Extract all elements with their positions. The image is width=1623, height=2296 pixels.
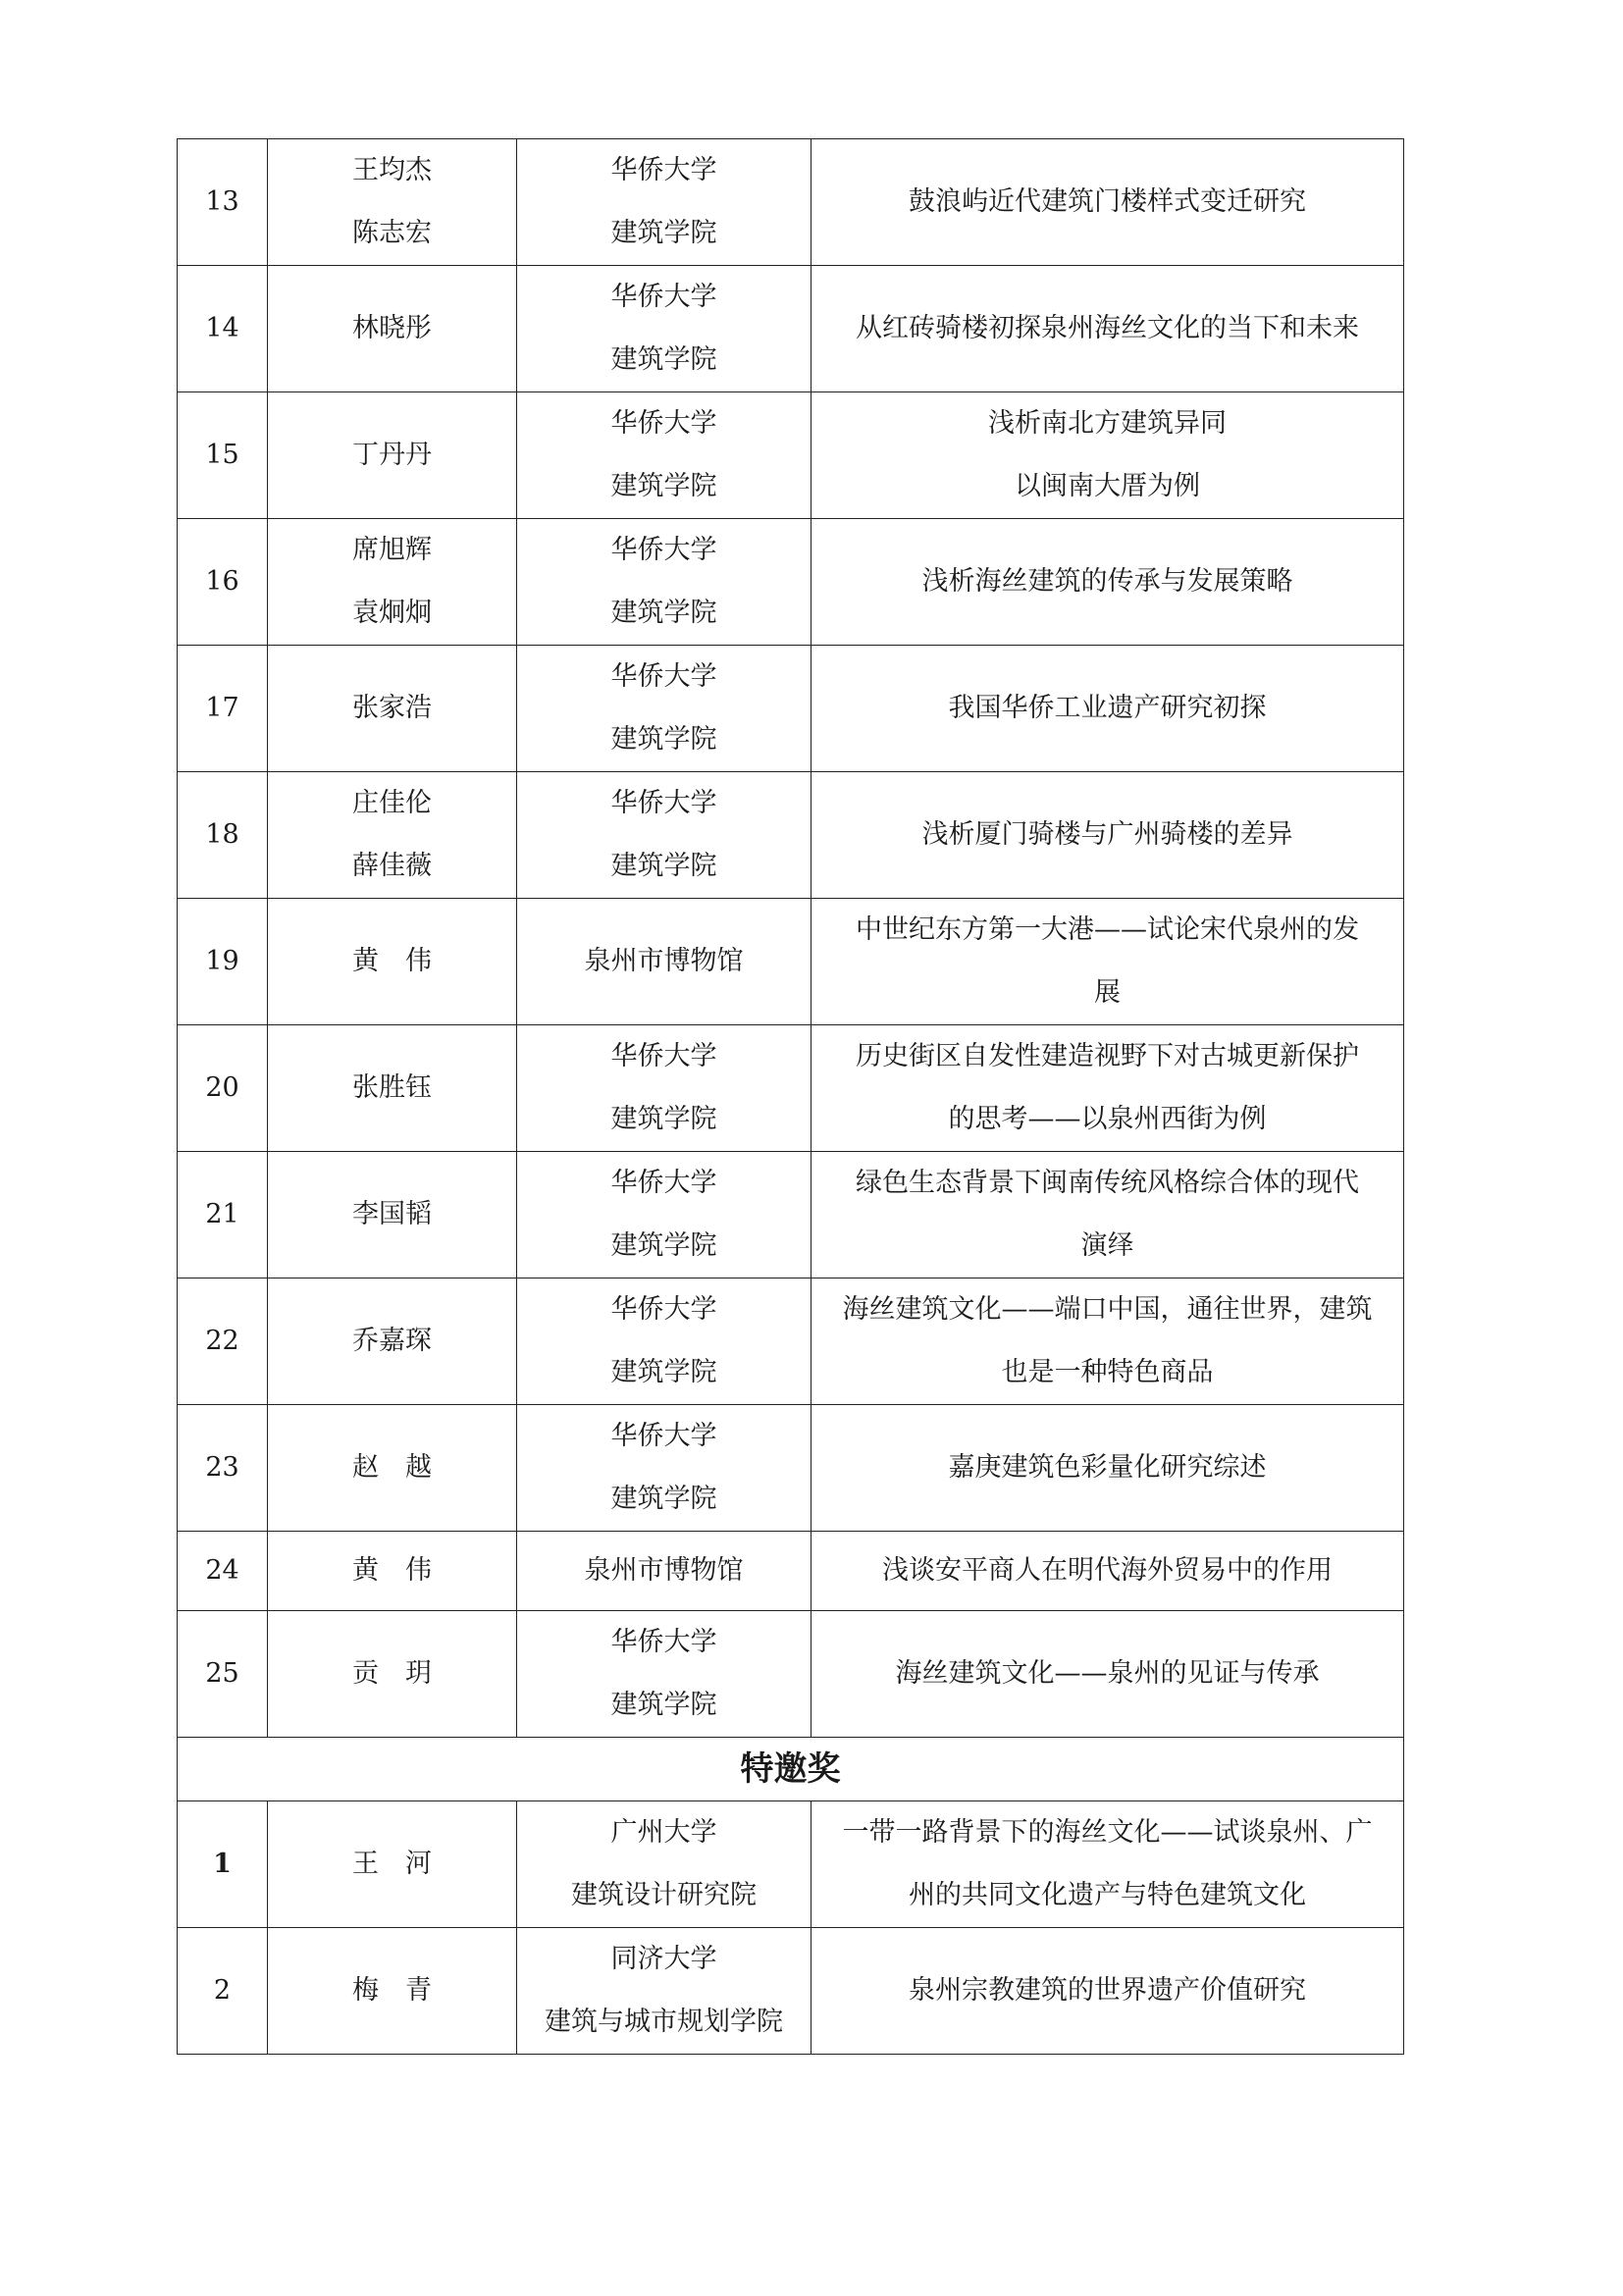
paper-title [812,1152,1404,1278]
paper-title [812,646,1404,772]
table-row [178,139,1404,266]
author-names-line: 梅 青 [352,1975,432,2006]
affiliation-line: 建筑学院 [610,724,717,755]
author-names-line: 庄佳伦 [352,788,432,818]
paper-title [812,1928,1404,2055]
row-number-line: 24 [205,1555,239,1586]
row-number [178,1152,268,1278]
paper-title [812,1611,1404,1738]
affiliation [517,1532,812,1611]
table-row [178,1928,1404,2055]
row-number-line: 20 [205,1072,239,1103]
paper-title-line: 演绎 [1080,1230,1134,1261]
affiliation-line: 华侨大学 [610,282,717,312]
row-number-line: 1 [213,1849,232,1879]
paper-title-line: 绿色生态背景下闽南传统风格综合体的现代 [856,1168,1359,1198]
table-row [178,519,1404,646]
author-names [268,1278,517,1405]
affiliation-line: 华侨大学 [610,155,717,185]
section-title: 特邀奖 [178,1738,1404,1801]
author-names-line: 黄 伟 [352,1555,432,1586]
paper-title-line: 嘉庚建筑色彩量化研究综述 [948,1452,1267,1483]
table-row [178,1611,1404,1738]
affiliation-line: 建筑学院 [610,1357,717,1387]
row-number [178,772,268,899]
affiliation-line: 建筑学院 [610,218,717,248]
row-number-line: 17 [205,693,239,723]
affiliation [517,1152,812,1278]
paper-title-line: 历史街区自发性建造视野下对古城更新保护 [856,1041,1359,1071]
paper-title-line: 以闽南大厝为例 [1015,471,1200,501]
author-names [268,1801,517,1928]
row-number [178,1532,268,1611]
row-number-line: 25 [205,1658,239,1689]
author-names [268,519,517,646]
main-rows [178,139,1404,1738]
affiliation-line: 华侨大学 [610,661,717,692]
author-names-line: 王均杰 [352,155,432,185]
affiliation [517,646,812,772]
table-row [178,772,1404,899]
author-names [268,1152,517,1278]
table-row [178,899,1404,1025]
affiliation [517,139,812,266]
affiliation [517,899,812,1025]
table-row [178,1405,1404,1532]
paper-title-line: 中世纪东方第一大港——试论宋代泉州的发 [856,914,1359,945]
affiliation-line: 建筑学院 [610,1484,717,1514]
author-names-line: 陈志宏 [352,218,432,248]
row-number-line: 21 [205,1199,239,1229]
affiliation [517,266,812,392]
author-names [268,139,517,266]
paper-title [812,772,1404,899]
affiliation-line: 泉州市博物馆 [584,1555,744,1586]
author-names [268,899,517,1025]
author-names-line: 丁丹丹 [352,440,432,470]
row-number-line: 16 [205,566,239,597]
affiliation-line: 华侨大学 [610,1294,717,1325]
affiliation-line: 建筑学院 [610,1104,717,1134]
paper-title [812,519,1404,646]
affiliation-line: 同济大学 [610,1944,717,1974]
affiliation [517,1025,812,1152]
affiliation-line: 华侨大学 [610,408,717,439]
table-row [178,646,1404,772]
paper-title [812,1025,1404,1152]
affiliation-line: 华侨大学 [610,1627,717,1657]
paper-title-line: 泉州宗教建筑的世界遗产价值研究 [909,1975,1306,2006]
author-names-line: 林晓彤 [352,313,432,343]
paper-title-line: 海丝建筑文化——端口中国，通往世界，建筑 [842,1294,1373,1325]
affiliation [517,772,812,899]
paper-title [812,1801,1404,1928]
affiliation-line: 华侨大学 [610,1041,717,1071]
paper-title-line: 浅谈安平商人在明代海外贸易中的作用 [882,1555,1333,1586]
row-number [178,646,268,772]
row-number [178,1405,268,1532]
row-number-line: 18 [205,819,239,850]
affiliation-line: 建筑学院 [610,1230,717,1261]
author-names-line: 袁炯炯 [352,598,432,628]
paper-title-line: 浅析海丝建筑的传承与发展策略 [921,566,1293,597]
row-number [178,139,268,266]
author-names [268,1025,517,1152]
affiliation-line: 华侨大学 [610,535,717,565]
affiliation-line: 华侨大学 [610,1421,717,1451]
paper-title-line: 州的共同文化遗产与特色建筑文化 [909,1880,1306,1910]
special-rows [178,1801,1404,2055]
affiliation-line: 建筑学院 [610,1690,717,1720]
author-names [268,1405,517,1532]
author-names [268,1611,517,1738]
row-number [178,266,268,392]
author-names [268,266,517,392]
row-number-line: 2 [213,1975,232,2006]
table-row [178,1801,1404,1928]
affiliation-line: 建筑学院 [610,471,717,501]
paper-title-line: 海丝建筑文化——泉州的见证与传承 [895,1658,1320,1689]
paper-title [812,392,1404,519]
section-header [178,1738,1404,1801]
author-names-line: 席旭辉 [352,535,432,565]
table-row [178,1278,1404,1405]
author-names [268,646,517,772]
affiliation-line: 建筑学院 [610,851,717,881]
row-number [178,1928,268,2055]
row-number [178,392,268,519]
paper-title-line: 我国华侨工业遗产研究初探 [948,693,1267,723]
affiliation-line: 建筑学院 [610,598,717,628]
author-names-line: 赵 越 [352,1452,432,1483]
author-names-line: 薛佳薇 [352,851,432,881]
affiliation [517,519,812,646]
row-number [178,899,268,1025]
table-row [178,392,1404,519]
row-number [178,519,268,646]
affiliation-line: 泉州市博物馆 [584,946,744,976]
author-names-line: 张胜钰 [352,1072,432,1103]
paper-title [812,899,1404,1025]
author-names-line: 李国韬 [352,1199,432,1229]
affiliation-line: 华侨大学 [610,788,717,818]
affiliation [517,392,812,519]
paper-title [812,1405,1404,1532]
author-names-line: 王 河 [352,1849,432,1879]
affiliation [517,1405,812,1532]
author-names [268,392,517,519]
paper-title-line: 从红砖骑楼初探泉州海丝文化的当下和未来 [856,313,1359,343]
paper-title-line: 浅析南北方建筑异同 [988,408,1227,439]
table-row [178,1152,1404,1278]
row-number-line: 15 [205,440,239,470]
author-names-line: 贡 玥 [352,1658,432,1689]
row-number-line: 23 [205,1452,239,1483]
affiliation [517,1928,812,2055]
affiliation-line: 建筑学院 [610,344,717,375]
author-names-line: 乔嘉琛 [352,1326,432,1356]
row-number-line: 13 [205,186,239,217]
awards-table [177,138,1404,2055]
paper-title-line: 的思考——以泉州西街为例 [948,1104,1267,1134]
paper-title-line: 也是一种特色商品 [1001,1357,1214,1387]
paper-title [812,266,1404,392]
affiliation-line: 建筑与城市规划学院 [545,2007,783,2037]
affiliation-line: 建筑设计研究院 [571,1880,757,1910]
paper-title [812,1532,1404,1611]
paper-title-line: 浅析厦门骑楼与广州骑楼的差异 [921,819,1293,850]
affiliation [517,1278,812,1405]
affiliation-line: 华侨大学 [610,1168,717,1198]
paper-title-line: 一带一路背景下的海丝文化——试谈泉州、广 [842,1817,1373,1848]
author-names [268,1532,517,1611]
paper-title [812,139,1404,266]
row-number [178,1025,268,1152]
author-names-line: 黄 伟 [352,946,432,976]
table-row [178,1532,1404,1611]
author-names [268,1928,517,2055]
affiliation-line: 广州大学 [610,1817,717,1848]
row-number-line: 19 [205,946,239,976]
paper-title-line: 鼓浪屿近代建筑门楼样式变迁研究 [909,186,1306,217]
table-row [178,1025,1404,1152]
row-number [178,1611,268,1738]
paper-title-line: 展 [1094,977,1121,1008]
author-names [268,772,517,899]
row-number-line: 14 [205,313,239,343]
affiliation [517,1801,812,1928]
affiliation [517,1611,812,1738]
row-number [178,1801,268,1928]
author-names-line: 张家浩 [352,693,432,723]
paper-title [812,1278,1404,1405]
row-number-line: 22 [205,1326,239,1356]
row-number [178,1278,268,1405]
table-row [178,266,1404,392]
